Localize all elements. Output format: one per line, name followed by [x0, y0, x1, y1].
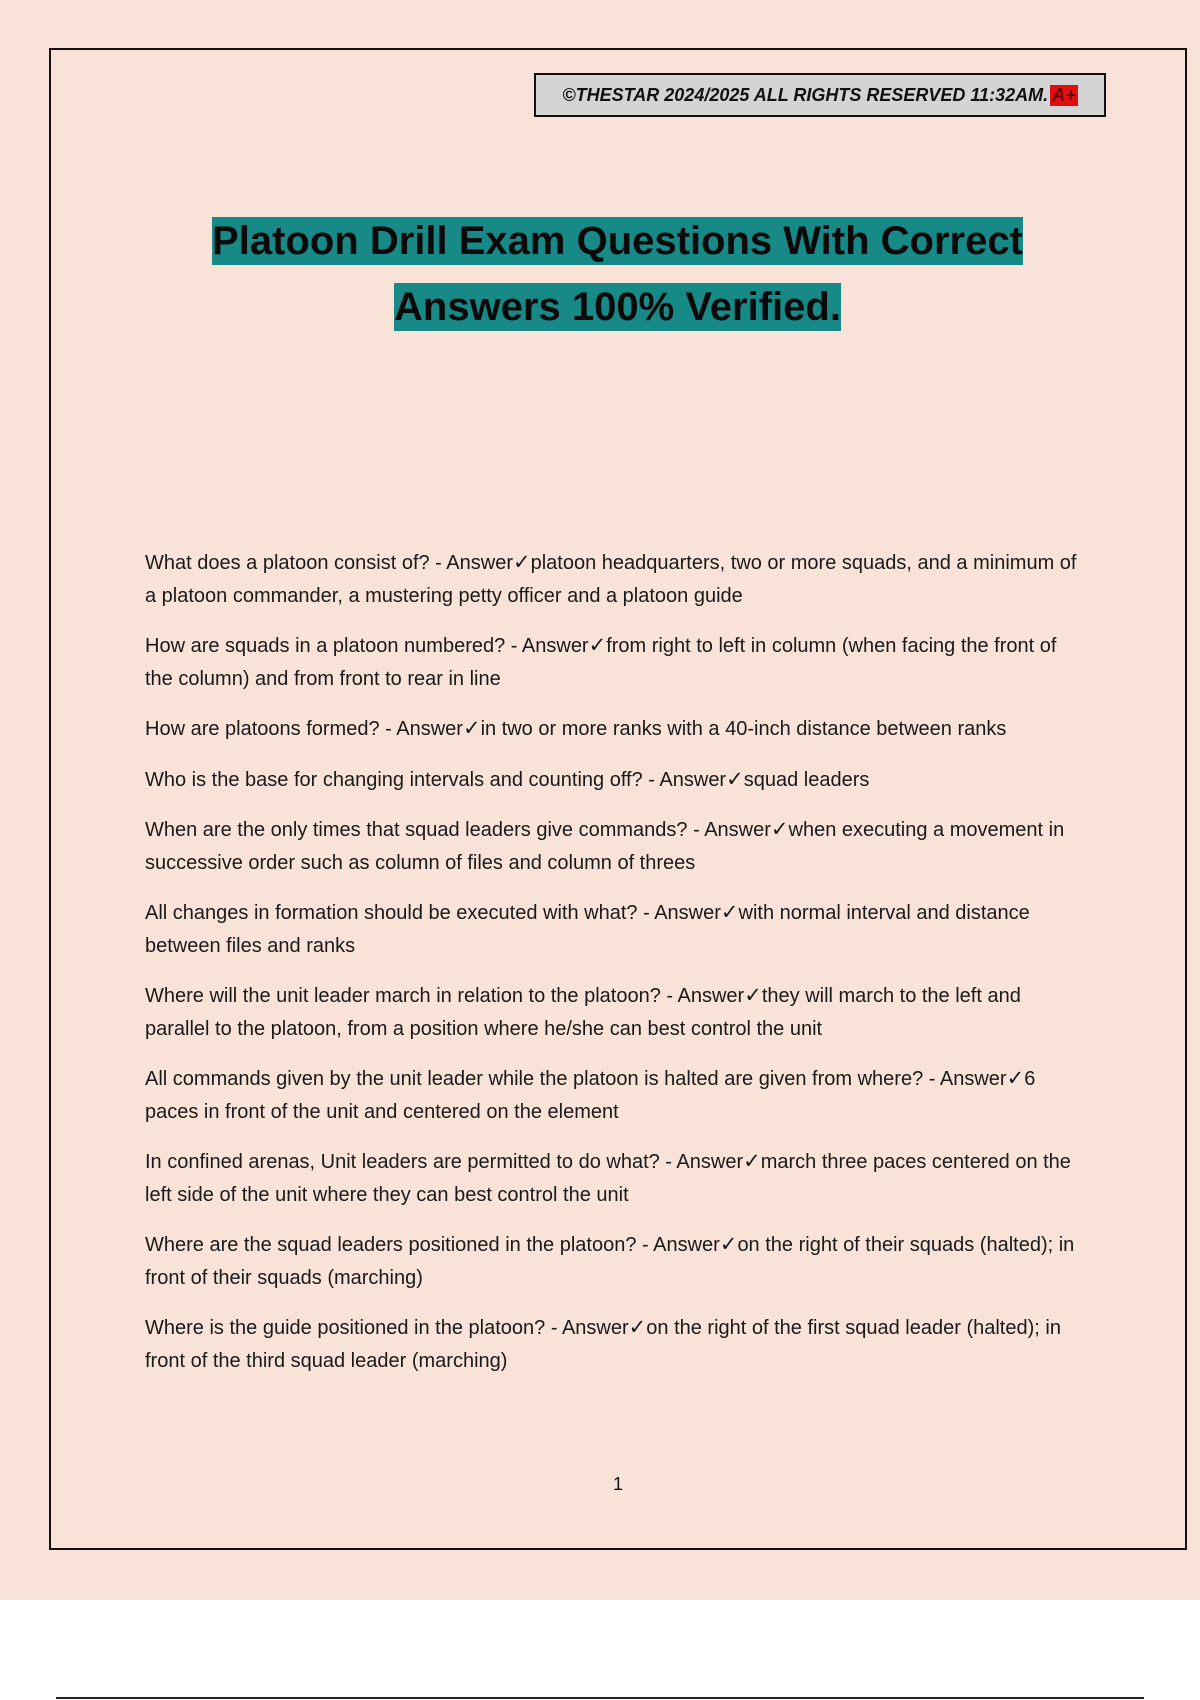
- answer-label: Answer: [653, 1234, 720, 1256]
- checkmark-icon: ✓: [770, 817, 789, 841]
- checkmark-icon: ✓: [720, 900, 739, 924]
- checkmark-icon: ✓: [719, 1232, 738, 1256]
- answer-text: platoon headquarters, two or more squads, and a minimum of a platoon commander, a mustering petty officer and a platoon guide: [145, 552, 1077, 607]
- copyright-text: ©THESTAR 2024/2025 ALL RIGHTS RESERVED 11:32AM.: [562, 84, 1049, 105]
- checkmark-icon: ✓: [513, 550, 531, 574]
- question-text: How are squads in a platoon numbered?: [145, 635, 506, 657]
- answer-label: Answer: [446, 552, 513, 574]
- answer-text: when executing a movement in successive order such as column of files and column of threes: [145, 819, 1065, 874]
- checkmark-icon: ✓: [588, 633, 607, 657]
- answer-label: Answer: [521, 635, 589, 657]
- answer-text: in two or more ranks with a 40-inch distance between ranks: [480, 718, 1007, 740]
- qa-item: What does a platoon consist of? - Answer✓platoon headquarters, two or more squads, and a minimum of a platoon commander, a mustering petty officer and a platoon guide: [145, 550, 1077, 607]
- question-text: Where are the squad leaders positioned in the platoon?: [145, 1234, 637, 1256]
- answer-text: march three paces centered on the left side of the unit where they can best control the unit: [145, 1151, 1071, 1206]
- question-text: Where will the unit leader march in relation to the platoon?: [145, 985, 661, 1007]
- question-text: What does a platoon consist of?: [145, 552, 430, 574]
- answer-text: squad leaders: [743, 768, 870, 791]
- page-number: 1: [612, 1474, 623, 1494]
- title-line-1: Platoon Drill Exam Questions With Correct: [212, 219, 1023, 263]
- checkmark-icon: ✓: [743, 1149, 761, 1173]
- checkmark-icon: ✓: [744, 983, 762, 1007]
- copyright-banner: [534, 73, 1106, 117]
- answer-label: Answer: [676, 1151, 744, 1173]
- qa-item: When are the only times that squad leaders give commands? - Answer✓when executing a movement in successive order such as column of files and column of threes: [145, 817, 1065, 874]
- answer-label: Answer: [654, 902, 721, 924]
- answer-text: 6 paces in front of the unit and centered on the element: [145, 1068, 1036, 1123]
- answer-text: they will march to the left and parallel to the platoon, from a position where he/she can best control the unit: [145, 985, 1021, 1040]
- answer-label: Answer: [561, 1317, 629, 1339]
- question-text: Where is the guide positioned in the platoon?: [145, 1317, 546, 1339]
- answer-text: on the right of their squads (halted); in front of their squads (marching): [145, 1234, 1075, 1289]
- answer-text: with normal interval and distance between files and ranks: [145, 902, 1030, 957]
- answer-text: from right to left in column (when facing the front of the column) and from front to rear in line: [145, 635, 1057, 690]
- qa-item: Where are the squad leaders positioned in the platoon? - Answer✓on the right of their squads (halted); in front of their squads (marching): [145, 1232, 1075, 1289]
- qa-item: Who is the base for changing intervals and counting off? - Answer✓squad leaders: [145, 766, 870, 791]
- checkmark-icon: ✓: [726, 766, 744, 791]
- question-text: All changes in formation should be executed with what?: [145, 902, 638, 924]
- question-text: All commands given by the unit leader while the platoon is halted are given from where?: [145, 1068, 924, 1090]
- grade-badge: A+: [1052, 84, 1076, 105]
- answer-label: Answer: [704, 819, 771, 841]
- qa-item: All commands given by the unit leader while the platoon is halted are given from where? - Answer✓6 paces in front of the unit and centered on the element: [145, 1066, 1036, 1123]
- answer-text: on the right of the first squad leader (halted); in front of the third squad leader (marching): [145, 1317, 1061, 1372]
- question-text: Who is the base for changing intervals and counting off?: [145, 768, 643, 791]
- checkmark-icon: ✓: [462, 716, 481, 740]
- qa-item: Where is the guide positioned in the platoon? - Answer✓on the right of the first squad leader (halted); in front of the third squad leader (marching): [145, 1315, 1061, 1372]
- question-text: In confined arenas, Unit leaders are permitted to do what?: [145, 1151, 660, 1173]
- qa-item: In confined arenas, Unit leaders are permitted to do what? - Answer✓march three paces centered on the left side of the unit where they can best control the unit: [145, 1149, 1071, 1206]
- next-page-top-rule: [56, 1697, 1144, 1699]
- qa-item: How are squads in a platoon numbered? - Answer✓from right to left in column (when facing the front of the column) and from front to rear in line: [145, 633, 1057, 690]
- document-title: [120, 208, 1115, 340]
- answer-label: Answer: [659, 768, 727, 791]
- question-text: How are platoons formed?: [145, 718, 380, 740]
- answer-label: Answer: [396, 718, 463, 740]
- question-answer-list: [145, 546, 1085, 1394]
- checkmark-icon: ✓: [1006, 1066, 1025, 1090]
- qa-item: Where will the unit leader march in relation to the platoon? - Answer✓they will march to the left and parallel to the platoon, from a position where he/she can best control the unit: [145, 983, 1021, 1040]
- question-text: When are the only times that squad leaders give commands?: [145, 819, 688, 841]
- qa-item: How are platoons formed? - Answer✓in two or more ranks with a 40-inch distance between ranks: [145, 716, 1007, 740]
- answer-label: Answer: [939, 1068, 1007, 1090]
- answer-label: Answer: [677, 985, 745, 1007]
- title-line-2: Answers 100% Verified.: [394, 285, 841, 329]
- qa-item: All changes in formation should be executed with what? - Answer✓with normal interval and distance between files and ranks: [145, 900, 1030, 957]
- checkmark-icon: ✓: [628, 1315, 647, 1339]
